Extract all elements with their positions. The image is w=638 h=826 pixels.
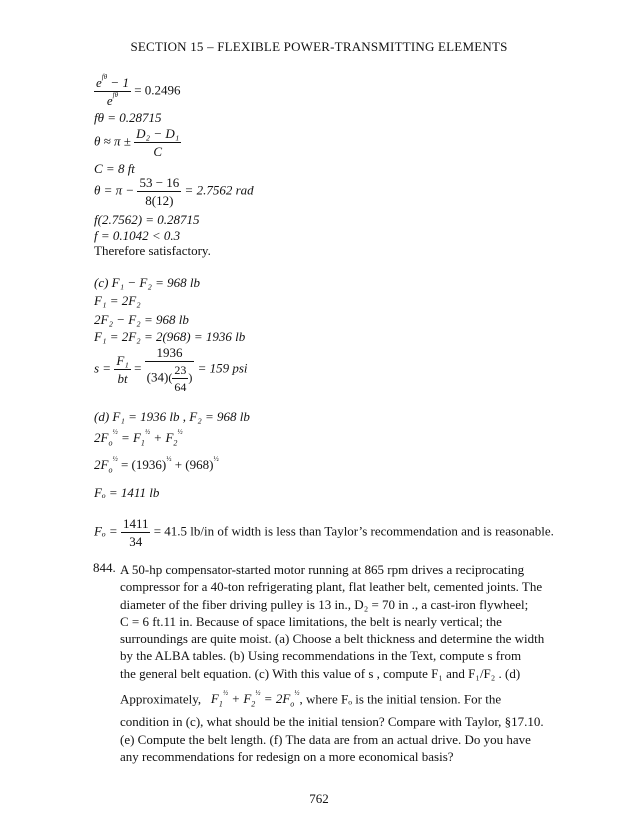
stress-den-inner: ( $\frac{23}{64}$ ) [168, 363, 193, 394]
problem-line-6: by the ALBA tables. (b) Using recommendations in the Text, compute s from [120, 648, 522, 664]
ratio-fraction: $\frac{e^{f\theta} - 1}{e^{f\theta}}$ [96, 72, 129, 108]
part-d-line3: $2F_o^{\frac{1}{2}} = (1936)^{\frac{1}{2}} + (968)^{\frac{1}{2}}$ [94, 454, 219, 475]
unit-tension-lhs: Fₒ = [94, 523, 118, 539]
stress-den-1: bt [114, 369, 130, 385]
stress-num-1: F₁ [116, 353, 129, 368]
section-header: SECTION 15 – FLEXIBLE POWER-TRANSMITTING ELEMENTS [130, 39, 508, 54]
stress-rhs: = 159 psi [197, 360, 248, 376]
unit-tension-num: 1411 [122, 516, 149, 531]
problem-number: 844. [93, 560, 116, 575]
stress-fraction-1 [114, 354, 130, 385]
stress-num-2: 1936 [156, 345, 183, 360]
stress-lhs: s = [94, 360, 112, 376]
part-d-line4: Fₒ = 1411 lb [94, 485, 160, 500]
problem-statement [120, 561, 545, 765]
problem-line-8 [120, 682, 545, 713]
theta-den: 8(12) [137, 191, 181, 207]
unit-tension-rhs: = 41.5 lb/in of width is less than Taylor’s recommendation and is reasonable. [153, 523, 554, 539]
problem-line-11: any recommendations for redesign on a more economical basis? [120, 748, 454, 764]
problem-line-3: diameter of the fiber driving pulley is 13 in., D₂ = 70 in ., a cast-iron flywheel; [120, 596, 529, 612]
problem-line-7: the general belt equation. (c) With this value of s , compute F₁ and F₁/F₂ . (d) [120, 665, 521, 681]
problem-line-5: surroundings are quite moist. (a) Choose a belt thickness and determine the width [120, 631, 545, 647]
theta-approx-num: D₂ − D₁ [136, 126, 180, 141]
equation-theta-approx [94, 127, 181, 158]
unit-tension-den: 34 [121, 532, 151, 548]
equation-f-theta: fθ = 0.28715 [94, 110, 162, 125]
part-c-line4: F₁ = 2F₂ = 2(968) = 1936 lb [94, 329, 246, 344]
part-c-line2: F₁ = 2F₂ [94, 293, 141, 308]
part-c-line3: 2F₂ − F₂ = 968 lb [94, 312, 189, 327]
problem-line-4: C = 6 ft.11 in. Because of space limitations, the belt is nearly vertical; the [120, 613, 502, 629]
stress-fraction-2 [145, 346, 195, 393]
theta-fraction [137, 176, 181, 207]
stress-den-2 [145, 361, 195, 393]
ratio-rhs: = 0.2496 [134, 82, 181, 98]
problem-line-2: compressor for a 40-ton refrigerating plant, flat leather belt, cemented joints. The [120, 579, 543, 595]
problem-line-10: (e) Compute the belt length. (f) The data are from an actual drive. Do you have [120, 731, 531, 747]
problem-line-9: condition in (c), what should be the initial tension? Compare with Taylor, §17.10. [120, 714, 544, 730]
page-number: 762 [309, 791, 329, 806]
part-d-line1: (d) F₁ = 1936 lb , F₂ = 968 lb [94, 409, 250, 424]
equation-center-distance: C = 8 ft [94, 161, 135, 176]
part-c-stress [94, 346, 248, 393]
problem-line-8-eq: $F_1^{\frac{1}{2}} + F_2^{\frac{1}{2}} = 2F_o^{\frac{1}{2}}$ [204, 689, 300, 709]
stress-eq: = [134, 360, 142, 376]
part-c-line1: (c) F₁ − F₂ = 968 lb [94, 275, 201, 290]
problem-line-1: A 50-hp compensator-started motor running at 865 rpm drives a reciprocating [120, 562, 525, 577]
part-d-line2: $2F_o^{\frac{1}{2}} = F_1^{\frac{1}{2}} + F_2^{\frac{1}{2}}$ [94, 427, 183, 448]
conclusion-text: Therefore satisfactory. [94, 243, 211, 258]
theta-approx-lhs: θ ≈ π ± [94, 133, 131, 149]
part-d-line5 [94, 517, 554, 548]
equation-f-value: f(2.7562) = 0.28715 [94, 212, 200, 227]
problem-line-8a: Approximately, [120, 691, 202, 707]
theta-approx-fraction [134, 127, 181, 158]
problem-line-8b: , where Fₒ is the initial tension. For the [299, 691, 502, 707]
equation-f-check: f = 0.1042 < 0.3 [94, 228, 181, 243]
stress-den-inner-den: 64 [174, 380, 187, 394]
equation-theta [94, 176, 254, 207]
theta-lhs: θ = π − [94, 182, 135, 198]
theta-num: 53 − 16 [139, 175, 180, 190]
stress-den-factor: (34) [146, 369, 169, 385]
theta-rhs: = 2.7562 rad [184, 182, 254, 198]
theta-approx-den: C [134, 142, 181, 158]
stress-den-inner-num: 23 [174, 363, 187, 377]
equation-ratio [94, 72, 181, 108]
unit-tension-fraction [121, 517, 151, 548]
